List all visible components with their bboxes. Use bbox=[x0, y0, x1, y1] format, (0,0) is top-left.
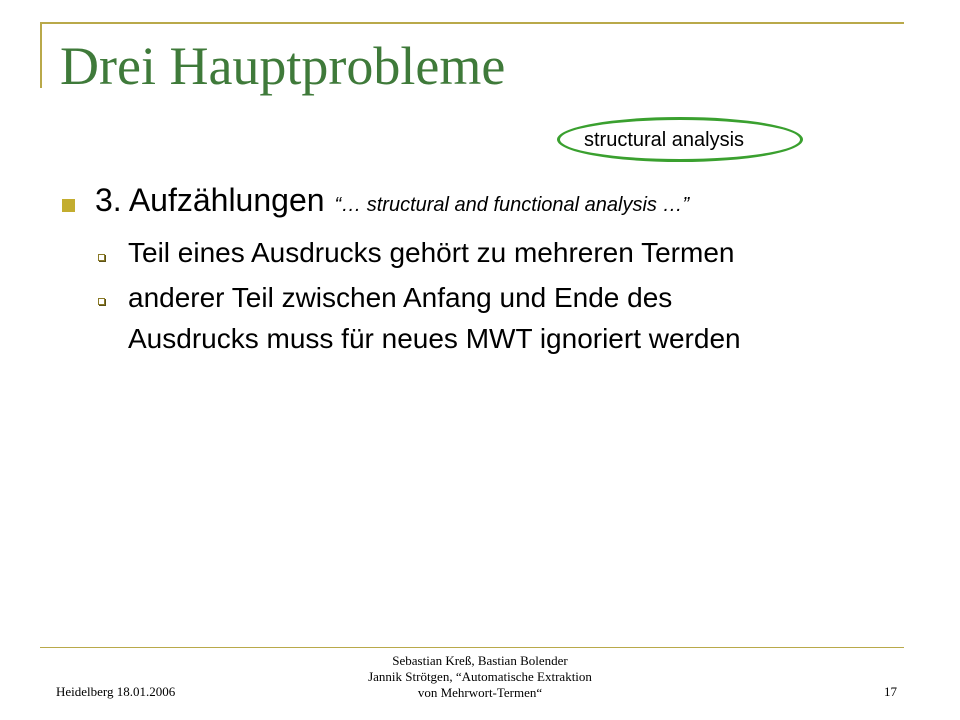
page-number: 17 bbox=[884, 684, 897, 699]
frame-top-line bbox=[40, 22, 904, 24]
annotation-label: structural analysis bbox=[584, 129, 745, 151]
subitem-2-line-2: Ausdrucks muss für neues MWT ignoriert werden bbox=[128, 323, 741, 354]
bullet-item-quote: “… structural and functional analysis …” bbox=[334, 194, 690, 216]
bullet-item-label: 3. Aufzählungen bbox=[95, 182, 325, 218]
checkbox-bullet-icon bbox=[98, 254, 105, 261]
footer-authors bbox=[330, 653, 630, 701]
slide-title: Drei Hauptprobleme bbox=[60, 36, 506, 96]
footer-authors-line: Jannik Strötgen, “Automatische Extraktion bbox=[368, 669, 592, 684]
footer-authors-line: von Mehrwort-Termen“ bbox=[417, 685, 543, 700]
checkbox-bullet-icon bbox=[98, 298, 105, 305]
subitem-2-line-1: anderer Teil zwischen Anfang und Ende des bbox=[128, 282, 673, 313]
frame-left-line bbox=[40, 22, 42, 88]
footer-rule bbox=[40, 647, 904, 648]
square-bullet-icon bbox=[62, 199, 75, 212]
subitem-1: Teil eines Ausdrucks gehört zu mehreren Termen bbox=[128, 237, 735, 268]
footer-date: Heidelberg 18.01.2006 bbox=[56, 684, 176, 699]
footer-authors-line: Sebastian Kreß, Bastian Bolender bbox=[392, 653, 568, 668]
bullet-item bbox=[95, 180, 689, 225]
